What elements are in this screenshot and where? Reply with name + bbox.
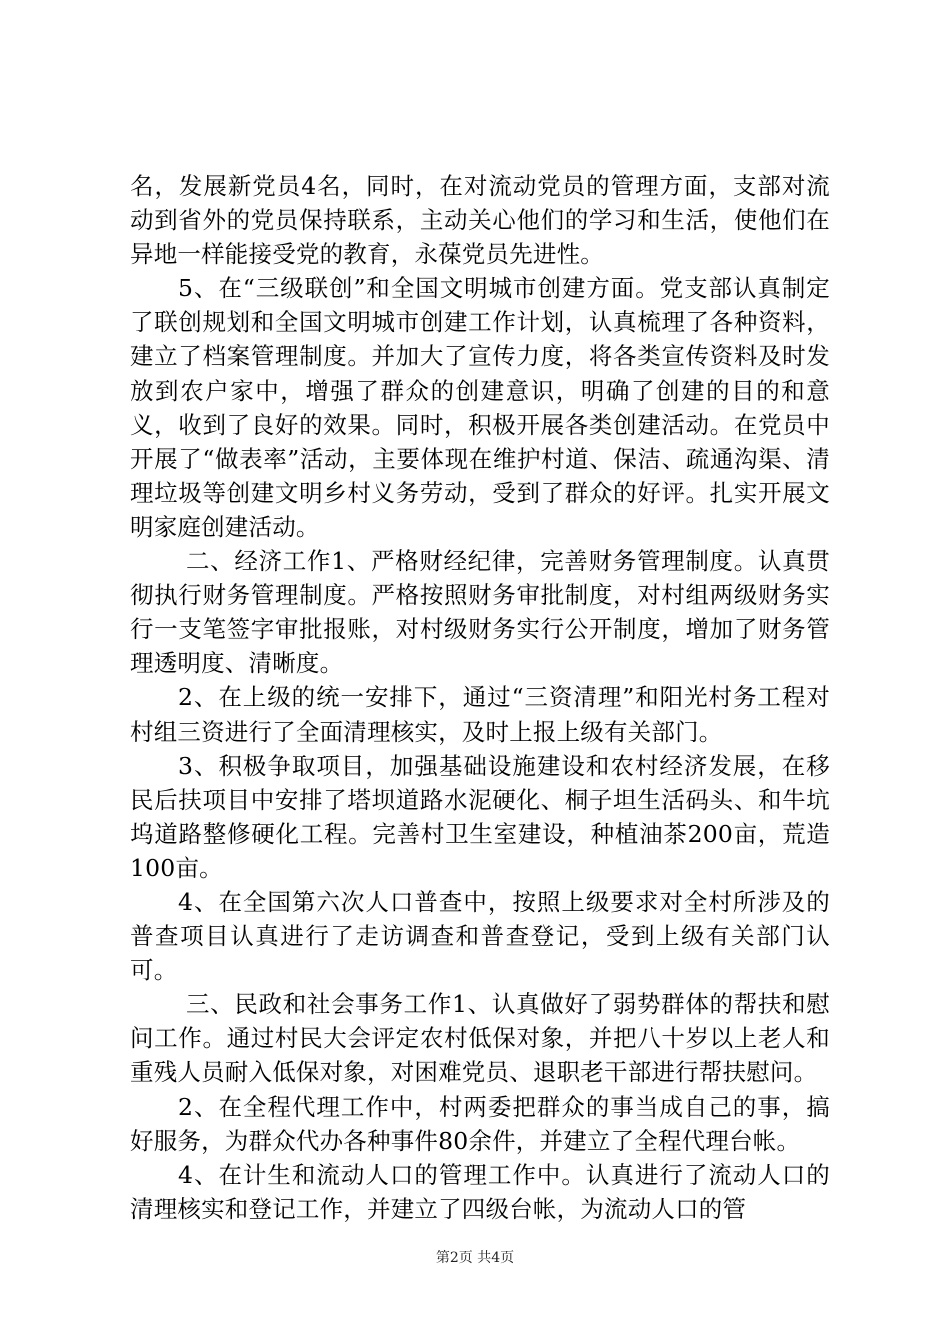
paragraph: 2、在全程代理工作中，村两委把群众的事当成自己的事，搞好服务，为群众代办各种事件80余件，并建立了全程代理台帐。 — [130, 1092, 830, 1155]
paragraph: 二、经济工作1、严格财经纪律，完善财务管理制度。认真贯彻执行财务管理制度。严格按照财务审批制度，对村组两级财务实行一支笔签字审批报账，对村级财务实行公开制度，增加了财务管理透明度、清晰度。 — [130, 547, 830, 678]
paragraph: 3、积极争取项目，加强基础设施建设和农村经济发展，在移民后扶项目中安排了塔坝道路水泥硬化、桐子坦生活码头、和牛坑坞道路整修硬化工程。完善村卫生室建设，种植油茶200亩，荒造100亩。 — [130, 751, 830, 882]
page-number-footer: 第2页 共4页 — [435, 1250, 515, 1266]
paragraph: 三、民政和社会事务工作1、认真做好了弱势群体的帮扶和慰问工作。通过村民大会评定农村低保对象，并把八十岁以上老人和重残人员耐入低保对象，对困难党员、退职老干部进行帮扶慰问。 — [130, 990, 830, 1087]
document-body — [130, 169, 830, 1226]
paragraph: 4、在计生和流动人口的管理工作中。认真进行了流动人口的清理核实和登记工作，并建立了四级台帐，为流动人口的管 — [130, 1160, 830, 1223]
paragraph: 2、在上级的统一安排下，通过“三资清理”和阳光村务工程对村组三资进行了全面清理核实，及时上报上级有关部门。 — [130, 683, 830, 746]
paragraph: 名，发展新党员4名，同时，在对流动党员的管理方面，支部对流动到省外的党员保持联系，主动关心他们的学习和生活，使他们在异地一样能接受党的教育，永葆党员先进性。 — [130, 172, 830, 269]
paragraph: 5、在“三级联创”和全国文明城市创建方面。党支部认真制定了联创规划和全国文明城市创建工作计划，认真梳理了各种资料，建立了档案管理制度。并加大了宣传力度，将各类宣传资料及时发放到农户家中，增强了群众的创建意识，明确了创建的目的和意义，收到了良好的效果。同时，积极开展各类创建活动。在党员中开展了“做表率”活动，主要体现在维护村道、保洁、疏通沟渠、清理垃圾等创建文明乡村义务劳动，受到了群众的好评。扎实开展文明家庭创建活动。 — [130, 274, 830, 541]
paragraph: 4、在全国第六次人口普查中，按照上级要求对全村所涉及的普查项目认真进行了走访调查和普查登记，受到上级有关部门认可。 — [130, 887, 830, 985]
